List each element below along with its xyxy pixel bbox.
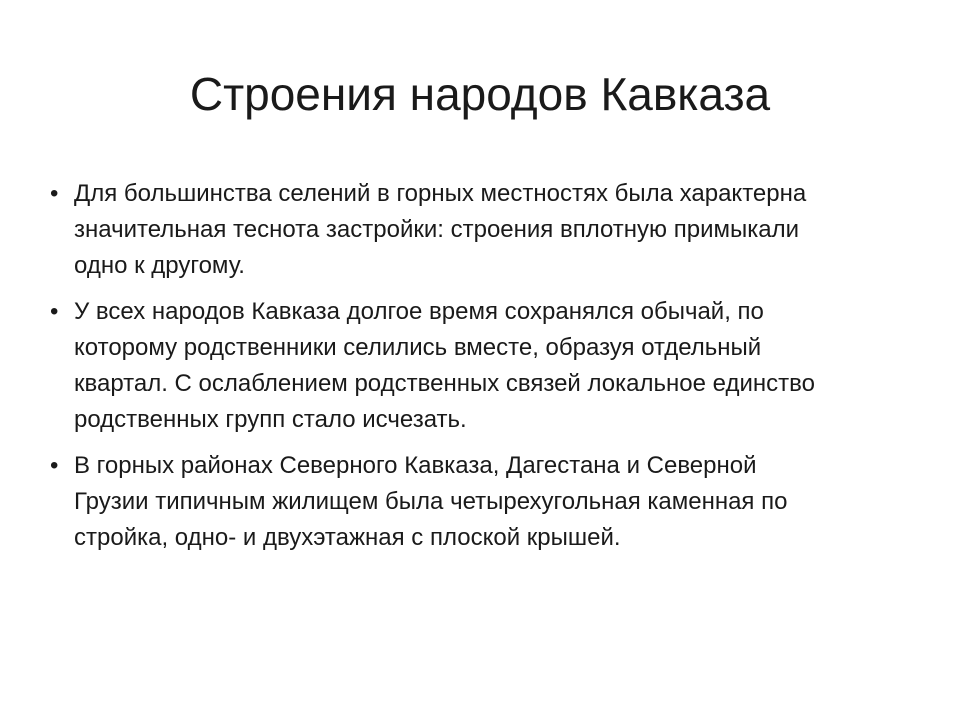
bullet-item — [48, 448, 928, 556]
bullet-text-line: которому родственники селились вместе, образуя отдельный — [74, 334, 762, 361]
bullet-text-line: Для большинства селений в горных местностях была характерна — [74, 180, 807, 207]
bullet-text-line: У всех народов Кавказа долгое время сохранялся обычай, по — [74, 298, 764, 325]
bullet-text-line: стройка, одно- и двухэтажная с плоской крышей. — [74, 524, 621, 551]
bullet-text-line: значительная теснота застройки: строения вплотную примыкали — [74, 216, 800, 243]
bullet-point-icon: • — [50, 298, 59, 325]
bullet-item — [48, 294, 928, 438]
bullet-text-line: квартал. С ослаблением родственных связей локальное единство — [74, 370, 815, 397]
bullet-text-line: одно к другому. — [74, 252, 245, 279]
bullet-text-line: В горных районах Северного Кавказа, Дагестана и Северной — [74, 452, 757, 479]
bullet-point-icon: • — [50, 452, 59, 479]
bullet-text-line: родственных групп стало исчезать. — [74, 406, 467, 433]
bullet-text-line: Грузии типичным жилищем была четырехугольная каменная по — [74, 488, 788, 515]
bullet-item — [48, 176, 928, 284]
bullet-point-icon: • — [50, 180, 59, 207]
bullet-list — [48, 176, 928, 566]
slide-title: Строения народов Кавказа — [189, 68, 771, 120]
